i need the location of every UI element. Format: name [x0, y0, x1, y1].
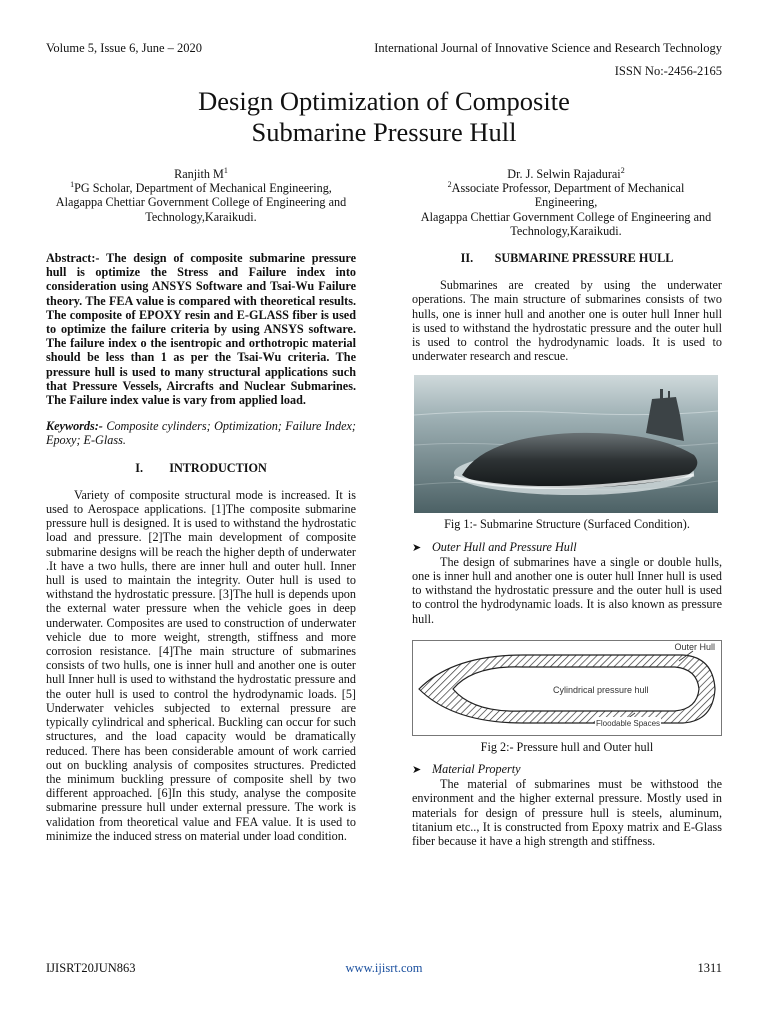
arrow-bullet-icon: ➤	[412, 541, 422, 554]
subheading-outer-hull: ➤ Outer Hull and Pressure Hull	[412, 539, 577, 554]
arrow-bullet-icon: ➤	[412, 764, 422, 777]
figure-1-caption: Fig 1:- Submarine Structure (Surfaced Condition).	[444, 517, 690, 532]
figure-2-caption: Fig 2:- Pressure hull and Outer hull	[480, 739, 654, 754]
section-heading-pressure-hull: II. SUBMARINE PRESSURE HULL	[460, 251, 674, 265]
material-property-body: The material of submarines must be withstood the environment and the higher external pressure. Mostly used in materials for design of pressure hull is steels, aluminum, titanium etc.., It is constructed from Epoxy matrix and E-Glass fiber because it have a high strength and stiffness.	[412, 777, 722, 849]
journal-website-link[interactable]: www.ijisrt.com	[345, 961, 423, 975]
author-right-aff2: Engineering,	[534, 195, 598, 210]
pressure-hull-label: Cylindrical pressure hull	[553, 684, 649, 695]
paper-title	[0, 86, 768, 148]
abstract: Abstract:- The design of composite submarine pressure hull is optimize the Stress and Failure index into consideration using ANSYS Software and Tsai-Wu Failure theory. The FEA value is compared with theoretical results. The composite of EPOXY resin and E-GLASS fiber is used to optimize the failure criteria by using ANSYS software. The failure index o the isentropic and orthotropic material should be less than 1 as per the Tsai-Wu criteria. The pressure hull is used to many structural applications such that Pressure Vessels, Aircrafts and Nuclear Submarines. The Failure index value is vary from applied load.	[46, 251, 356, 408]
author-left-aff1: $^1$PG Scholar, Department of Mechanical Engineering,	[70, 180, 332, 196]
journal-name: International Journal of Innovative Science and Research Technology	[374, 41, 722, 55]
author-right-aff4: Technology,Karaikudi.	[510, 223, 622, 238]
left-column	[46, 251, 356, 843]
author-right-aff3: Alagappa Chettiar Government College of Engineering and	[420, 209, 712, 224]
title-line-1: Design Optimization of Composite	[198, 86, 570, 116]
outer-hull-body: The design of submarines have a single or double hulls, one is inner hull and another one is outer hull Inner hull is used to withstand the hydrostatic pressure and the outer hull is used to control the hydrodynamic loads. It is also known as pressure hull.	[412, 554, 722, 626]
hull-diagram	[412, 640, 722, 736]
right-column	[412, 251, 722, 848]
author-left-name: Ranjith $M^1$	[174, 165, 228, 181]
section-heading-introduction: I. INTRODUCTION	[135, 460, 267, 475]
author-left-aff3: Technology,Karaikudi.	[145, 209, 257, 224]
paper-id: IJISRT20JUN863	[46, 961, 136, 975]
author-right-name: Dr. J. Selwin Rajadurai$^2$	[507, 165, 625, 181]
author-left-aff2: Alagappa Chettiar Government College of Engineering and	[55, 195, 347, 210]
page-number: 1311	[697, 961, 722, 975]
pressure-hull-body: Submarines are created by using the underwater operations. The main structure of submarines consists of two hulls, one is inner hull and another one is outer hull Inner hull is used to withstand the hydrostatic pressure and the outer hull is used to control the hydrodynamic loads. It is used to underwater research and rescue.	[412, 278, 722, 364]
submarine-photo	[414, 375, 718, 513]
floodable-spaces-label: Floodable Spaces	[595, 717, 661, 731]
author-right	[410, 167, 722, 238]
volume-info: Volume 5, Issue 6, June – 2020	[46, 41, 203, 55]
introduction-body: Variety of composite structural mode is increased. It is used to Aerospace applications. [1]The composite submarine pressure hull is designed. It is used to withstand the hydrostatic load and pressure. [2]The main development of composite submarine designs will be reach the higher depth of underwater .It have a two hulls, there are inner hull and outer hull. Inner hull is used to maintain the integrity. Outer hull is used to withstand the hydrostatic pressure. [3]The hull is depends upon the external water pressure when the vehicle goes in deep underwater. Composites are used to construction of underwater vehicle due to more weight, strength, stiffness and more corrosion resistance. [4]The main structure of submarines consists of two hulls, one is inner hull and another one is outer hull Inner hull is used to withstand the hydrostatic pressure and the outer hull is used to control the hydrodynamic loads. [5] Underwater vehicles subjected to external pressure are typically cylindrical and spherical. Buckling can occur for such structures, and the load capacity would be dramatically reduced. There has been considerable amount of work carried out on buckling analysis of composites structures. Predicted the minimum buckling pressure of composite shell by two different approached. [6]In this study, analyse the composite submarine pressure hull under external pressure. The work is validation from theoretical value and FEA value. It is used to minimize the induced stress on material under load condition.	[46, 487, 356, 843]
title-line-2: Submarine Pressure Hull	[251, 117, 517, 147]
keywords: Keywords:- Composite cylinders; Optimization; Failure Index; Epoxy; E-Glass.	[46, 419, 356, 448]
author-right-aff1: $^2$Associate Professor, Department of Mechanical	[447, 180, 685, 196]
subheading-material-property: ➤ Material Property	[412, 762, 521, 777]
author-left	[46, 167, 356, 224]
outer-hull-label: Outer Hull	[674, 641, 715, 652]
issn: ISSN No:-2456-2165	[614, 64, 722, 78]
